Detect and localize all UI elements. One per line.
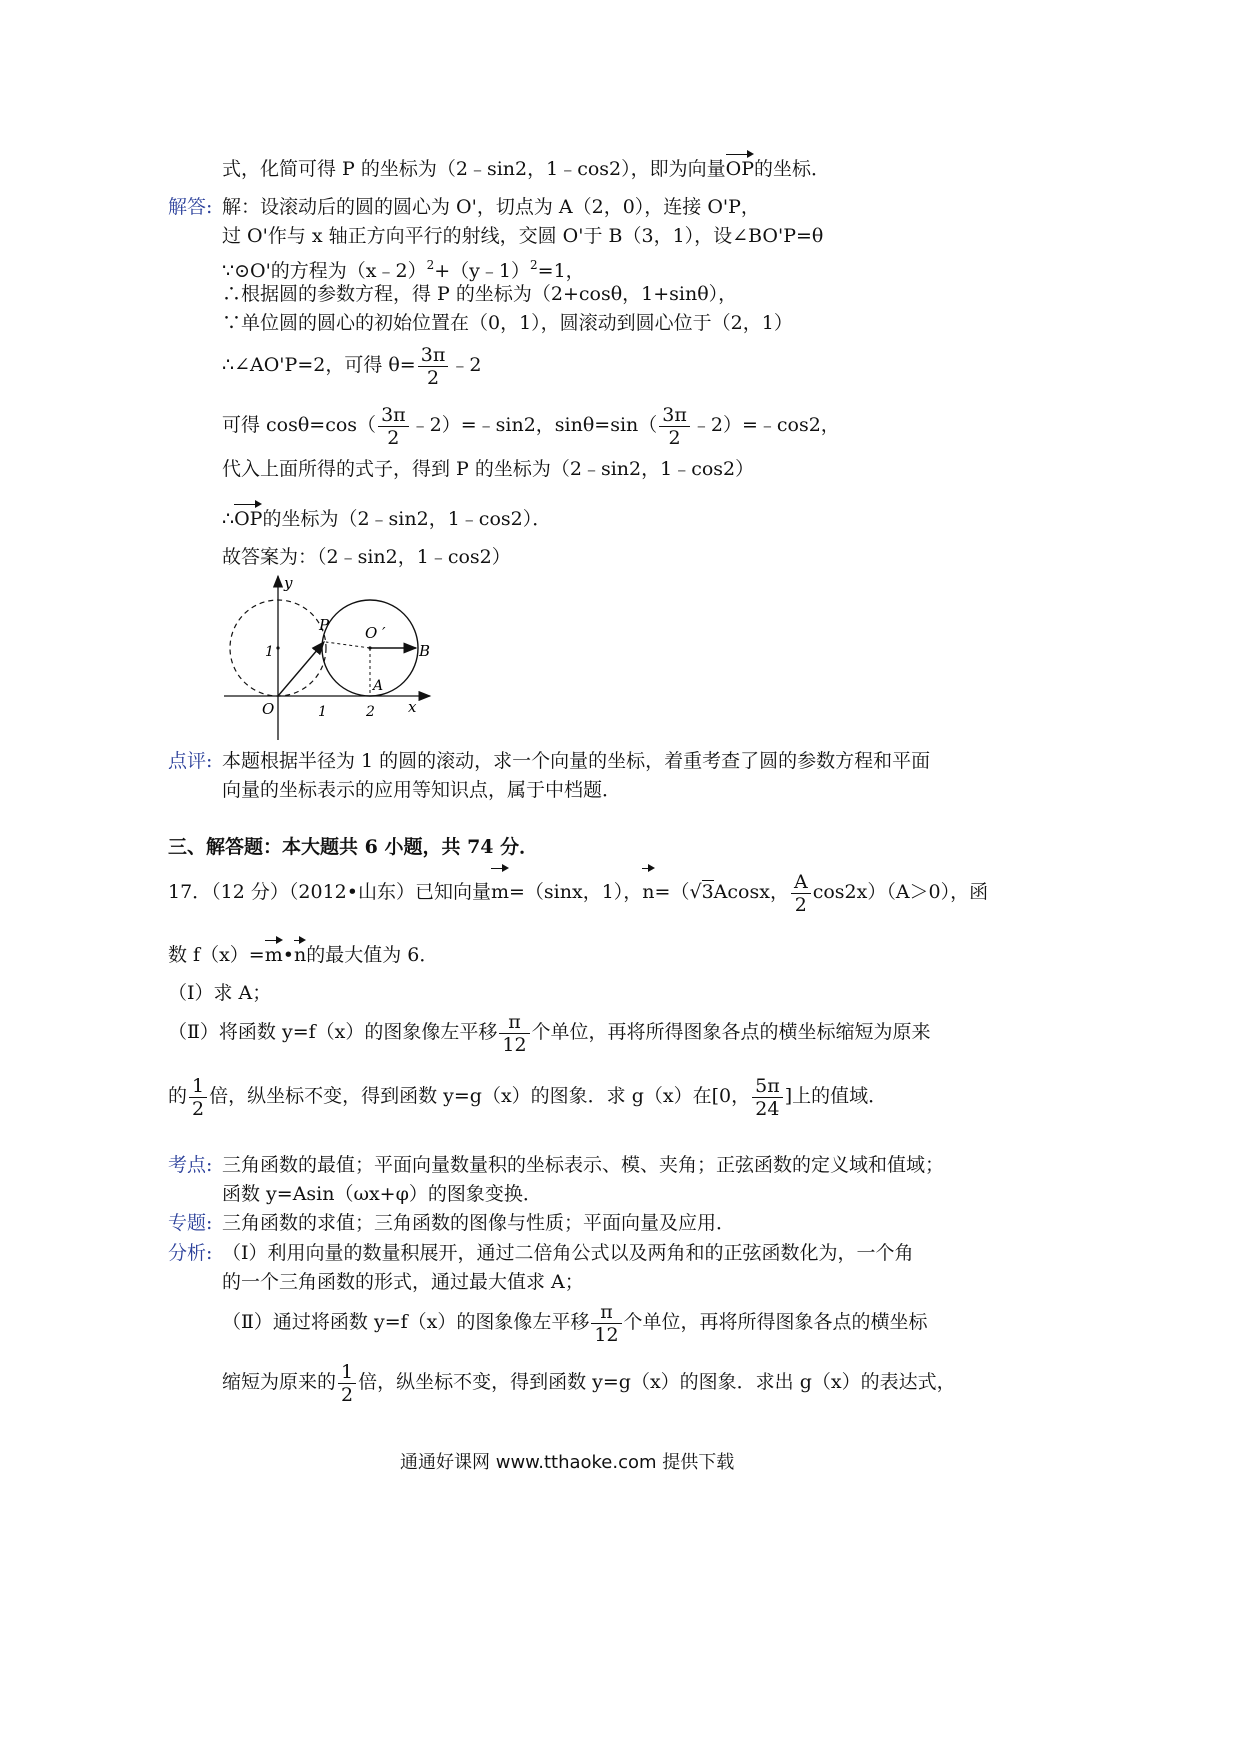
q17-part-2-cont — [168, 1072, 887, 1120]
superscript: 2 — [530, 258, 538, 272]
vector-m: m — [491, 866, 509, 914]
fraction-1-2: $\frac{1}{2}$ — [338, 1361, 356, 1406]
text: （Ⅱ）通过将函数 y=f（x）的图象像左平移 — [222, 1311, 590, 1333]
kaodian-line-1: 三角函数的最值；平面向量数量积的坐标表示、模、夹角；正弦函数的定义域和值域； — [222, 1154, 945, 1176]
text: Acosx， — [713, 881, 789, 903]
sqrt-symbol: √ — [689, 881, 702, 903]
solution-line-3 — [222, 252, 585, 284]
solution-line-10: 故答案为：（2﹣sin2，1﹣cos2） — [222, 546, 511, 568]
fraction-A-2: $\frac{A}{2}$ — [791, 871, 811, 916]
y-axis-label: y — [284, 574, 293, 592]
text: 可得 cosθ=cos（ — [222, 414, 377, 436]
q17-line-2 — [168, 938, 438, 968]
text: ﹣2）=﹣sin2，sinθ=sin（ — [410, 414, 658, 436]
text: （Ⅱ）将函数 y=f（x）的图象像左平移 — [168, 1021, 498, 1043]
vector-n: n — [642, 866, 654, 914]
fraction-3pi-2: $\frac{3\pi}{2}$ — [378, 404, 409, 449]
x-axis-label: x — [408, 698, 417, 716]
text: ∴ — [222, 508, 235, 530]
point-B-label: B — [419, 642, 431, 660]
solution-line-5: ∵单位圆的圆心的初始位置在（0，1），圆滚动到圆心位于（2，1） — [222, 312, 793, 334]
review-tag: 点评: — [168, 750, 213, 772]
solution-line-2: 过 O'作与 x 轴正方向平行的射线，交圆 O'于 B（3，1），设∠BO'P=θ — [222, 225, 824, 247]
text: ﹣2）=﹣cos2， — [691, 414, 840, 436]
q17-part-2 — [168, 1008, 931, 1056]
radius-to-P — [326, 642, 370, 648]
continuation-line — [222, 152, 830, 182]
x-tick-1: 1 — [318, 704, 327, 720]
superscript: 2 — [426, 258, 435, 272]
text: 的坐标为（2﹣sin2，1﹣cos2）． — [262, 508, 552, 530]
solution-line-8: 代入上面所得的式子，得到 P 的坐标为（2﹣sin2，1﹣cos2） — [222, 458, 755, 480]
solution-line-7 — [222, 403, 840, 449]
vector-m: m — [265, 938, 283, 968]
text: 数 f（x）= — [168, 944, 265, 966]
fenxi-line-3 — [222, 1298, 928, 1346]
solution-line-9 — [222, 502, 551, 532]
kaodian-tag: 考点: — [168, 1154, 213, 1176]
y-tick-1: 1 — [265, 644, 274, 660]
text: • — [282, 944, 294, 966]
text: 17．（12 分）（2012•山东）已知向量 — [168, 881, 491, 903]
text: 倍，纵坐标不变，得到函数 y=g（x）的图象．求出 g（x）的表达式， — [358, 1371, 956, 1393]
vector-op: OP — [726, 152, 754, 182]
center-dot — [368, 646, 371, 649]
point-A-label: A — [373, 678, 384, 694]
sqrt-radicand: 3 — [701, 881, 714, 903]
solution-line-4: ∴根据圆的参数方程，得 P 的坐标为（2+cosθ，1+sinθ）， — [222, 283, 738, 305]
fenxi-line-2: 的一个三角函数的形式，通过最大值求 A； — [222, 1271, 584, 1293]
text: 的坐标． — [754, 158, 831, 180]
text: 的最大值为 6． — [306, 944, 439, 966]
page-footer: 通通好课网 www.tthaoke.com 提供下载 — [400, 1452, 735, 1473]
vector-n: n — [294, 938, 306, 968]
text: +（y﹣1） — [434, 260, 531, 282]
point-O-prime-label: O ′ — [365, 624, 386, 642]
fenxi-line-1: （Ⅰ）利用向量的数量积展开，通过二倍角公式以及两角和的正弦函数化为，一个角 — [222, 1242, 914, 1264]
text: =（ — [654, 881, 690, 903]
point-P-label: P — [319, 616, 330, 634]
text: ]上的值域． — [784, 1085, 888, 1107]
section-heading: 三、解答题：本大题共 6 小题，共 74 分． — [168, 836, 539, 858]
arrow-OP — [278, 642, 324, 696]
fenxi-line-4 — [222, 1358, 956, 1406]
kaodian-line-2: 函数 y=Asin（ωx+φ）的图象变换． — [222, 1183, 542, 1205]
review-line-1: 本题根据半径为 1 的圆的滚动，求一个向量的坐标，着重考查了圆的参数方程和平面 — [222, 750, 931, 772]
fraction-pi-12: $\frac{\pi}{12}$ — [499, 1011, 529, 1056]
solution-line-1: 解：设滚动后的圆的圆心为 O'，切点为 A（2，0），连接 O'P， — [222, 196, 760, 218]
text: =（sinx，1）， — [509, 881, 643, 903]
vector-op: OP — [234, 502, 262, 532]
fraction-pi-12: $\frac{\pi}{12}$ — [591, 1301, 621, 1346]
zhuanti-tag: 专题: — [168, 1212, 213, 1234]
q17-part-1: （Ⅰ）求 A； — [168, 982, 272, 1004]
text: 个单位，再将所得图象各点的横坐标 — [623, 1311, 928, 1333]
text: ﹣2 — [450, 354, 482, 376]
fenxi-tag: 分析: — [168, 1242, 213, 1264]
text: 个单位，再将所得图象各点的横坐标缩短为原来 — [531, 1021, 931, 1043]
text: ∴∠AO'P=2，可得 θ= — [222, 354, 416, 376]
solution-line-6 — [222, 343, 481, 389]
rolling-circle-figure — [218, 572, 438, 742]
text: =1， — [537, 260, 585, 282]
fraction-1-2: $\frac{1}{2}$ — [189, 1075, 207, 1120]
fraction-3pi-2: $\frac{3\pi}{2}$ — [418, 344, 449, 389]
q17-line-1 — [168, 866, 988, 916]
zhuanti-line-1: 三角函数的求值；三角函数的图像与性质；平面向量及应用． — [222, 1212, 736, 1234]
text: ∵⊙O'的方程为（x﹣2） — [222, 260, 427, 282]
fraction-3pi-2: $\frac{3\pi}{2}$ — [659, 404, 690, 449]
text: 的 — [168, 1085, 188, 1107]
y-tick-dot — [276, 646, 279, 649]
review-line-2: 向量的坐标表示的应用等知识点，属于中档题． — [222, 779, 622, 801]
text: 倍，纵坐标不变，得到函数 y=g（x）的图象．求 g（x）在[0， — [209, 1085, 751, 1107]
fraction-5pi-24: $\frac{5\pi}{24}$ — [752, 1075, 783, 1120]
text: 缩短为原来的 — [222, 1371, 337, 1393]
text: 式，化简可得 P 的坐标为（2﹣sin2，1﹣cos2），即为向量 — [222, 158, 726, 180]
solution-tag: 解答: — [168, 196, 213, 218]
text: cos2x）（A＞0），函 — [812, 881, 989, 903]
origin-label: O — [262, 700, 275, 718]
x-tick-2: 2 — [366, 704, 375, 720]
